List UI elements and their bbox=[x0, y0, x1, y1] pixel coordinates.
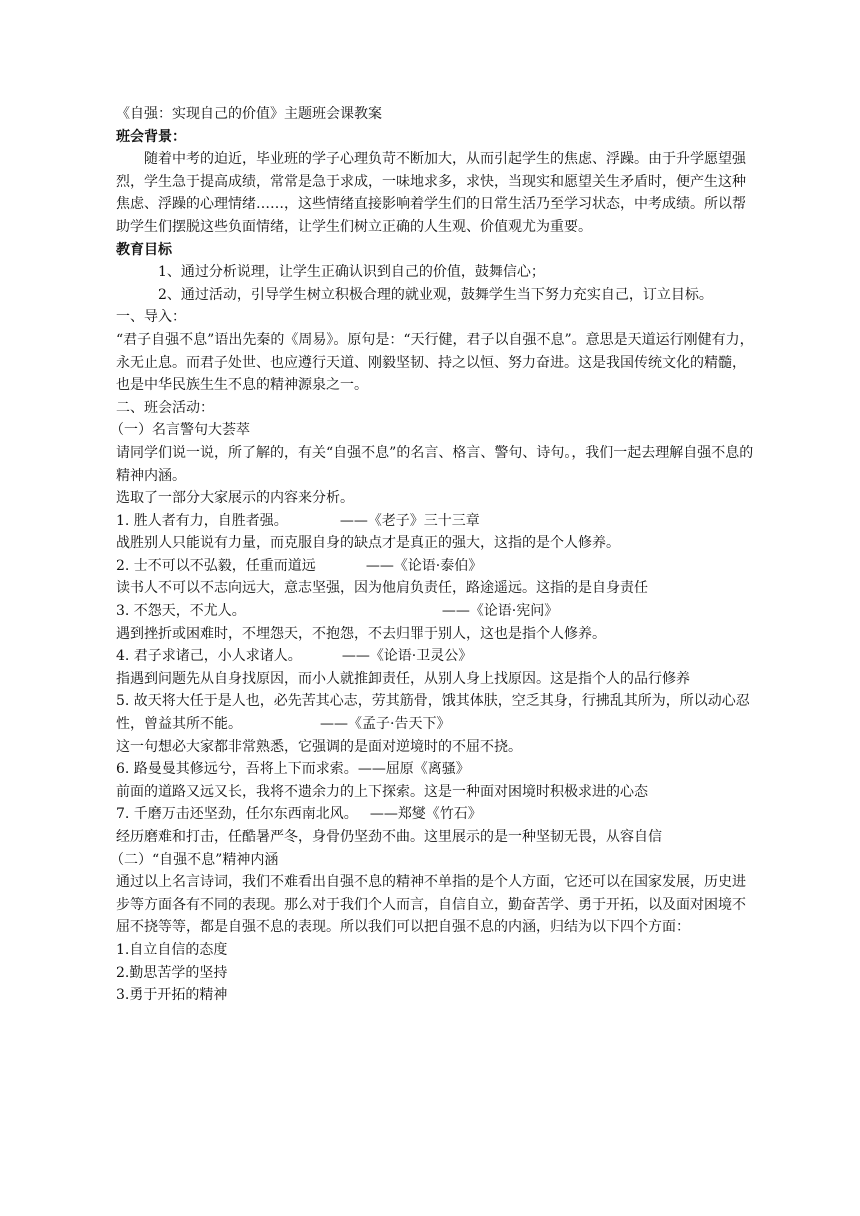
quote-source: ——《论语·宪问》 bbox=[441, 603, 559, 620]
aspect-item: 2.勤思苦学的坚持 bbox=[116, 964, 228, 981]
quote-source: ——《论语·卫灵公》 bbox=[341, 648, 473, 665]
goal-item-1: 1、通过分析说理，让学生正确认识到自己的价值，鼓舞信心； bbox=[158, 264, 545, 281]
quote-text: 2. 士不可以不弘毅，任重而道远 bbox=[116, 557, 316, 574]
quote-explanation: 读书人不可以不志向远大，意志坚强，因为他肩负责任，路途遥远。这指的是自身责任 bbox=[116, 580, 648, 597]
quote-explanation: 指遇到问题先从自身找原因，而小人就推卸责任，从别人身上找原因。这是指个人的品行修养 bbox=[116, 670, 690, 687]
quote-item bbox=[116, 645, 756, 668]
quote-text: 1. 胜人者有力，自胜者强。 bbox=[116, 512, 288, 529]
quote-item bbox=[116, 803, 756, 826]
intro-paragraph: “君子自强不息”语出先秦的《周易》。原句是：“天行健，君子以自强不息”。意思是天道运行刚健有力，永无止息。而君子处世、也应遵行天道、刚毅坚韧、持之以恒、努力奋进。这是我国传统文化的精髓，也是中华民族生生不息的精神源泉之一。 bbox=[116, 331, 754, 394]
quote-explanation: 前面的道路又远又长，我将不遗余力的上下探索。这是一种面对困境时积极求进的心态 bbox=[116, 783, 648, 800]
document-title: 《自强：实现自己的价值》主题班会课教案 bbox=[116, 106, 382, 122]
quote-text: 7. 千磨万击还坚劲，任尔东西南北风。 bbox=[116, 806, 358, 823]
background-paragraph: 随着中考的迫近，毕业班的学子心理负苛不断加大，从而引起学生的焦虑、浮躁。由于升学愿望强烈，学生急于提高成绩，常常是急于求成，一味地求多，求快，当现实和愿望关生矛盾时，便产生这种焦虑、浮躁的心理情绪……，这些情绪直接影响着学生们的日常生活乃至学习状态，中考成绩。所以帮助学生们摆脱这些负面情绪，让学生们树立正确的人生观、价值观尤为重要。 bbox=[116, 151, 746, 235]
quote-text: 6. 路曼曼其修远兮，吾将上下而求索。 bbox=[116, 761, 358, 778]
quote-text: 4. 君子求诸己，小人求诸人。 bbox=[116, 648, 302, 665]
quote-item bbox=[116, 600, 756, 623]
quote-item bbox=[116, 555, 756, 578]
quote-explanation: 经历磨难和打击，任酷暑严冬，身骨仍坚劲不曲。这里展示的是一种坚韧无畏，从容自信 bbox=[116, 829, 662, 845]
aspect-item: 1.自立自信的态度 bbox=[116, 941, 228, 958]
quote-text: 3. 不怨天，不尤人。 bbox=[116, 603, 246, 620]
quote-source: ——《老子》三十三章 bbox=[339, 512, 480, 529]
subsection-1-heading: （一）名言警句大荟萃 bbox=[110, 422, 250, 439]
subsection-2-paragraph: 通过以上名言诗词，我们不难看出自强不息的精神不单指的是个人方面，它还可以在国家发展，历史进步等方面各有不同的表现。那么对于我们个人而言，自信自立，勤奋苦学、勇于开拓，以及面对困境不屈不挠等等，都是自强不息的表现。所以我们可以把自强不息的内涵，归结为以下四个方面： bbox=[116, 874, 746, 936]
quote-explanation: 这一句想必大家都非常熟悉，它强调的是面对逆境时的不屈不挠。 bbox=[116, 738, 522, 755]
intro-heading: 一、导入： bbox=[116, 309, 186, 326]
quote-source: ——《论语·泰伯》 bbox=[365, 557, 483, 574]
quote-source: ——郑燮《竹石》 bbox=[369, 806, 482, 823]
subsection-1-intro: 请同学们说一说，所了解的，有关“自强不息”的名言、格言、警句、诗句。，我们一起去理解自强不息的精神内涵。 bbox=[116, 444, 754, 484]
aspect-item: 3.勇于开拓的精神 bbox=[116, 987, 228, 1004]
goal-item-2: 2、通过活动，引导学生树立积极合理的就业观，鼓舞学生当下努力充实自己，订立目标。 bbox=[158, 286, 713, 303]
subsection-2-heading: （二）“自强不息”精神内涵 bbox=[110, 851, 279, 868]
subsection-1-lead: 选取了一部分大家展示的内容来分析。 bbox=[116, 490, 354, 507]
quote-text: 5. 故天将大任于是人也，必先苦其心志，劳其筋骨，饿其体肤，空乏其身，行拂乱其所为，所以动心忍性，曾益其所不能。 bbox=[116, 693, 750, 733]
quote-item bbox=[116, 690, 756, 735]
quote-item bbox=[116, 758, 756, 781]
quote-explanation: 遇到挫折或困难时，不埋怨天，不抱怨，不去归罪于别人，这也是指个人修养。 bbox=[116, 625, 606, 642]
activities-heading: 二、班会活动： bbox=[116, 399, 214, 416]
quote-explanation: 战胜别人只能说有力量，而克服自身的缺点才是真正的强大，这指的是个人修养。 bbox=[116, 535, 620, 552]
goals-heading: 教育目标 bbox=[116, 241, 172, 258]
quote-item bbox=[116, 510, 756, 533]
quote-source: ——《孟子·告天下》 bbox=[320, 716, 451, 733]
quote-source: ——屈原《离骚》 bbox=[357, 761, 470, 778]
background-heading: 班会背景： bbox=[116, 128, 186, 145]
